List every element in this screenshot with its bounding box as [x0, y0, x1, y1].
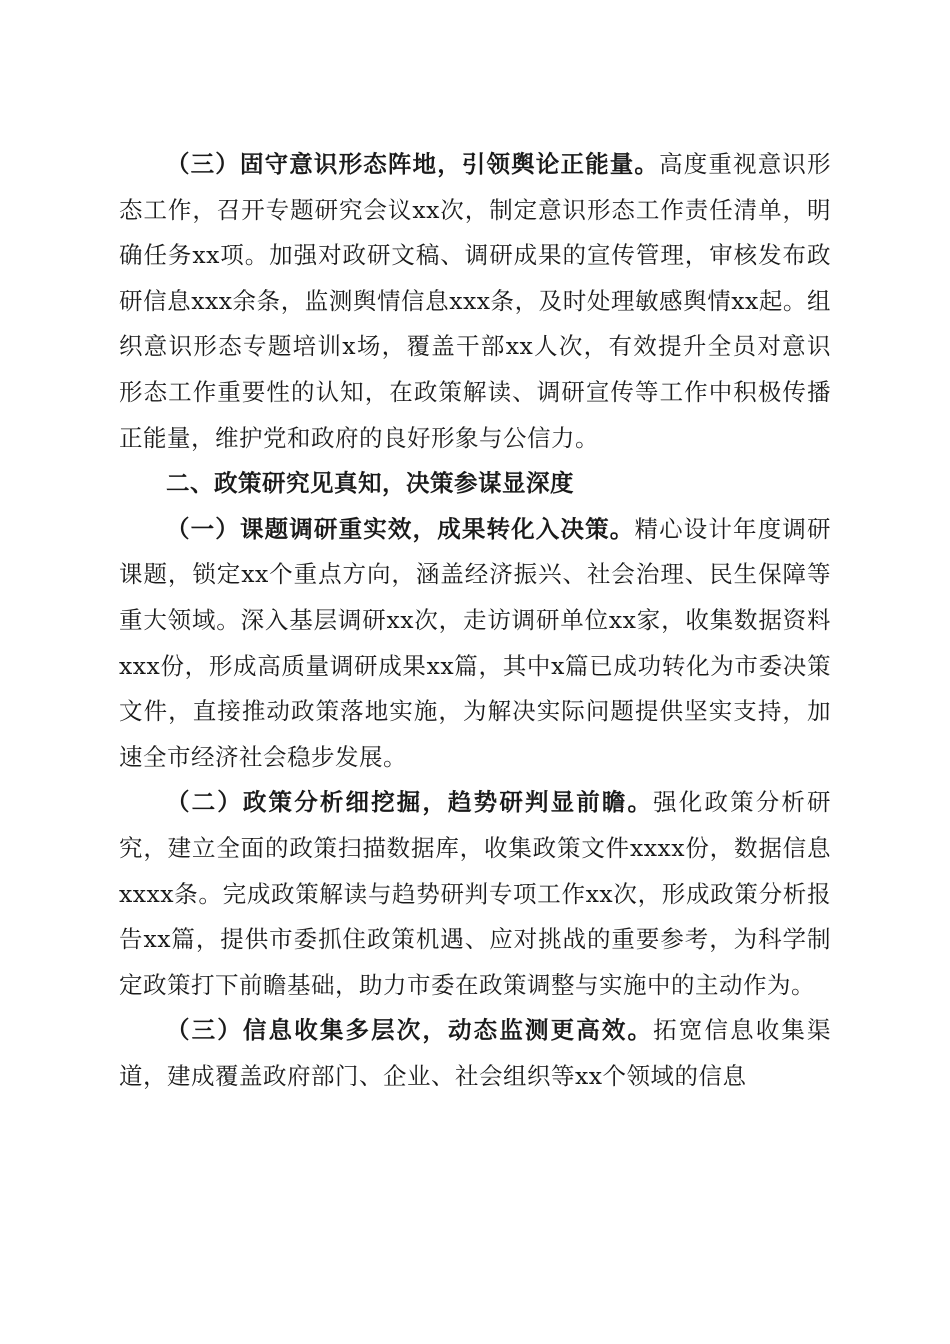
document-body: [119, 142, 831, 1099]
paragraph-lead: （二）政策分析细挖掘，趋势研判显前瞻。: [166, 788, 654, 817]
paragraph-research: [119, 507, 831, 781]
paragraph-policy-analysis: [119, 780, 831, 1008]
paragraph-text: 精心设计年度调研课题，锁定xx个重点方向，涵盖经济振兴、社会治理、民生保障等重大领域。深入基层调研xx次，走访调研单位xx家，收集数据资料xxx份，形成高质量调研成果xx篇，其中x篇已成功转化为市委决策文件，直接推动政策落地实施，为解决实际问题提供坚实支持，加速全市经济社会稳步发展。: [119, 514, 832, 771]
section-heading-2: 二、政策研究见真知，决策参谋显深度: [166, 469, 574, 498]
paragraph-text: 高度重视意识形态工作，召开专题研究会议xx次，制定意识形态工作责任清单，明确任务xx项。加强对政研文稿、调研成果的宣传管理，审核发布政研信息xxx余条，监测舆情信息xxx条，及时处理敏感舆情xx起。组织意识形态专题培训x场，覆盖干部xx人次，有效提升全员对意识形态工作重要性的认知，在政策解读、调研宣传等工作中积极传播正能量，维护党和政府的良好形象与公信力。: [119, 150, 832, 452]
paragraph-lead: （一）课题调研重实效，成果转化入决策。: [166, 514, 635, 543]
paragraph-lead: （三）信息收集多层次，动态监测更高效。: [166, 1016, 654, 1045]
paragraph-ideology: [119, 142, 831, 461]
paragraph-text: 拓宽信息收集渠道，建成覆盖政府部门、企业、社会组织等xx个领域的信息: [119, 1016, 832, 1090]
paragraph-information: [119, 1008, 831, 1099]
paragraph-text: 强化政策分析研究，建立全面的政策扫描数据库，收集政策文件xxxx份，数据信息xxxx条。完成政策解读与趋势研判专项工作xx次，形成政策分析报告xx篇，提供市委抓住政策机遇、应对挑战的重要参考，为科学制定政策打下前瞻基础，助力市委在政策调整与实施中的主动作为。: [119, 788, 832, 999]
paragraph-lead: （三）固守意识形态阵地，引领舆论正能量。: [166, 150, 660, 178]
